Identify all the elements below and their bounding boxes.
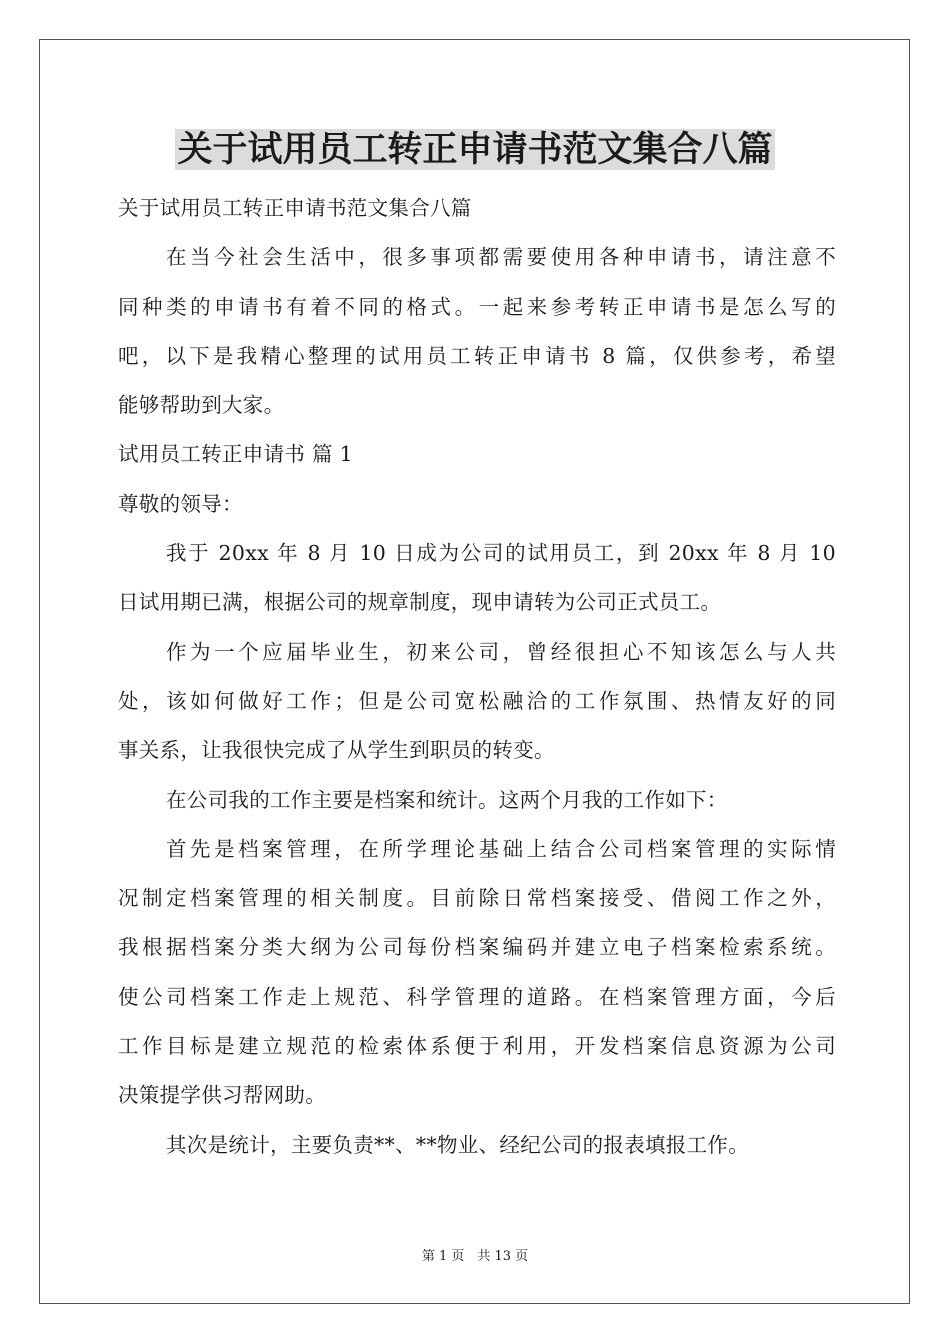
body-line: 工作目标是建立规范的检索体系便于利用，开发档案信息资源为公司: [118, 1034, 836, 1059]
body-line: 其次是统计，主要负责**、**物业、经纪公司的报表填报工作。: [166, 1132, 749, 1157]
salutation: 尊敬的领导：: [118, 491, 243, 516]
page-number: 第 1 页 共 13 页: [421, 1249, 529, 1264]
page-footer: [0, 1248, 950, 1266]
body-line: 在当今社会生活中，很多事项都需要使用各种申请书，请注意不: [166, 245, 836, 270]
document-body: [118, 184, 836, 1170]
body-line: 况制定档案管理的相关制度。目前除日常档案接受、借阅工作之外，: [118, 886, 836, 911]
body-line: 我于 20xx 年 8 月 10 日成为公司的试用员工，到 20xx 年 8 月 10: [166, 541, 836, 566]
body-line: 在公司我的工作主要是档案和统计。这两个月我的工作如下：: [166, 787, 728, 812]
document-title: [0, 126, 950, 174]
body-line: 日试用期已满，根据公司的规章制度，现申请转为公司正式员工。: [118, 590, 722, 615]
body-line: 首先是档案管理，在所学理论基础上结合公司档案管理的实际情: [166, 836, 836, 861]
body-line: 我根据档案分类大纲为公司每份档案编码并建立电子档案检索系统。: [118, 935, 836, 960]
section-heading: 试用员工转正申请书 篇 1: [118, 442, 353, 467]
body-line: 能够帮助到大家。: [118, 393, 285, 418]
body-line-subtitle: 关于试用员工转正申请书范文集合八篇: [118, 196, 472, 220]
body-line: 处，该如何做好工作；但是公司宽松融洽的工作氛围、热情友好的同: [118, 688, 836, 713]
document-title-text: 关于试用员工转正申请书范文集合八篇: [177, 129, 773, 170]
body-line: 作为一个应届毕业生，初来公司，曾经很担心不知该怎么与人共: [166, 639, 836, 664]
body-line: 同种类的申请书有着不同的格式。一起来参考转正申请书是怎么写的: [118, 294, 836, 319]
body-line: 吧，以下是我精心整理的试用员工转正申请书 8 篇，仅供参考，希望: [118, 343, 836, 368]
body-line: 决策提学供习帮网助。: [118, 1083, 326, 1108]
body-line: 事关系，让我很快完成了从学生到职员的转变。: [118, 738, 555, 763]
body-line: 使公司档案工作走上规范、科学管理的道路。在档案管理方面，今后: [118, 984, 836, 1009]
